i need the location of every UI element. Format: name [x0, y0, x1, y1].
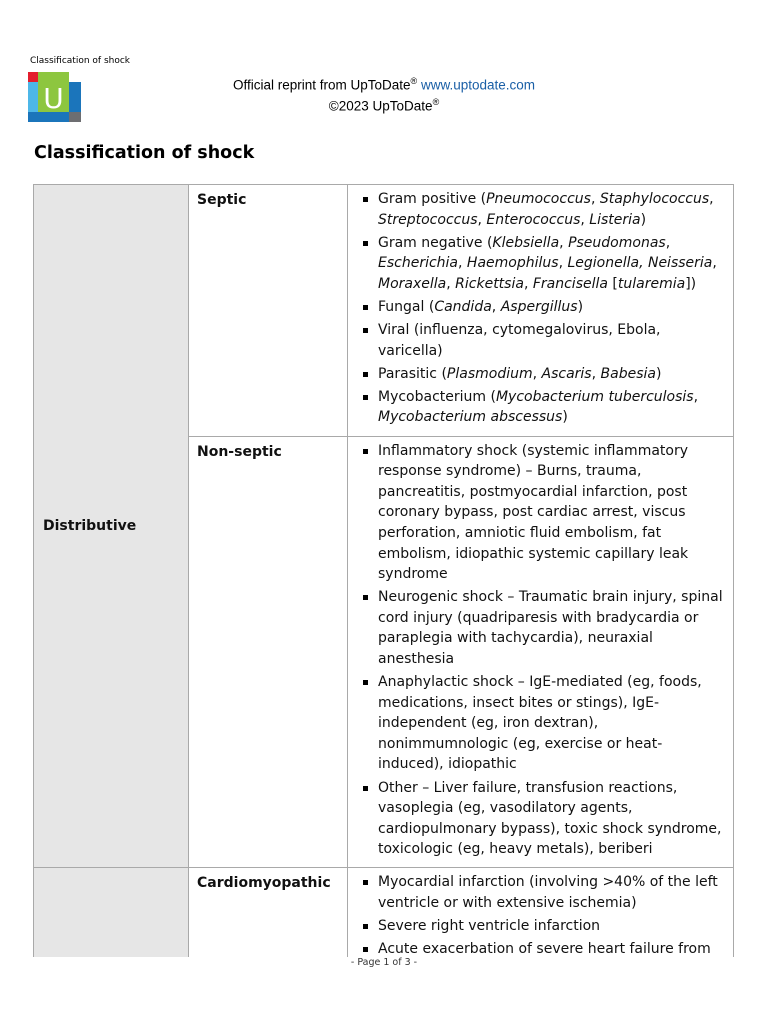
- shock-classification-table: [33, 184, 734, 957]
- text-segment: ,: [523, 275, 533, 292]
- text-segment: Severe right ventricle infarction: [378, 918, 601, 935]
- italic-term: Klebsiella: [492, 234, 560, 251]
- category-cell-cardiogenic: [34, 868, 189, 957]
- text-segment: ,: [559, 234, 569, 251]
- copyright-text: ©2023 UpToDate: [328, 98, 433, 113]
- text-segment: ,: [590, 191, 600, 207]
- page-title: Classification of shock: [34, 143, 255, 163]
- subcategory-cell-cardiomyopathic: Cardiomyopathic: [189, 868, 348, 957]
- text-segment: ): [640, 211, 647, 228]
- text-segment: ): [577, 298, 584, 315]
- list-item: [356, 387, 725, 428]
- reprint-text: Official reprint from UpToDate: [232, 77, 411, 93]
- registered-mark: ®: [410, 76, 418, 86]
- italic-term: Moraxella: [378, 275, 447, 292]
- reprint-notice: [0, 73, 768, 114]
- shock-classification-table-wrapper: [33, 184, 734, 957]
- text-segment: ,: [558, 255, 568, 272]
- category-cell-distributive: Distributive: [34, 185, 189, 868]
- list-item: [356, 320, 725, 361]
- list-item: [356, 939, 725, 957]
- text-segment: ,: [712, 255, 717, 272]
- text-segment: Fungal (: [378, 298, 435, 315]
- text-segment: Gram negative (: [378, 234, 493, 251]
- italic-term: tularemia: [617, 275, 686, 292]
- italic-term: Legionella, Neisseria: [567, 255, 713, 272]
- list-item: [356, 364, 725, 385]
- list-item: [356, 778, 725, 860]
- italic-term: Aspergillus: [500, 298, 578, 315]
- list-item: [356, 441, 725, 585]
- text-segment: Parasitic (: [378, 365, 447, 382]
- italic-term: Mycobacterium abscessus: [378, 409, 563, 426]
- italic-term: Enterococcus: [486, 211, 581, 228]
- italic-term: Mycobacterium tuberculosis: [495, 388, 694, 405]
- page-footer: - Page 1 of 3 -: [350, 957, 418, 968]
- text-segment: Myocardial infarction (involving >40% of the left ventricle or with extensive ischemia): [378, 874, 718, 911]
- italic-term: Ascaris: [541, 365, 592, 382]
- text-segment: ,: [709, 191, 714, 207]
- italic-term: Candida: [434, 298, 492, 315]
- list-item: [356, 672, 725, 775]
- cardiomyopathic-list: [356, 872, 725, 957]
- list-item: [356, 587, 725, 669]
- uptodate-link[interactable]: www.uptodate.com: [420, 77, 536, 93]
- text-segment: Viral (influenza, cytomegalovirus, Ebola, varicella): [378, 322, 661, 359]
- italic-term: Pseudomonas: [568, 234, 666, 251]
- text-segment: ,: [665, 234, 671, 251]
- list-item: [356, 189, 725, 230]
- text-segment: Anaphylactic shock – IgE-mediated (eg, foods, medications, insect bites or stings), IgE-independent (eg, iron dextran), nonimmumnologic (eg, exercise or heat-induced), idiopathic: [378, 674, 702, 773]
- text-segment: ,: [446, 275, 456, 292]
- text-segment: ,: [580, 211, 590, 228]
- italic-term: Rickettsia: [455, 275, 524, 292]
- text-segment: [: [607, 275, 618, 292]
- registered-mark-2: ®: [432, 96, 440, 107]
- text-segment: Acute exacerbation of severe heart failure from: [378, 941, 711, 957]
- italic-term: Haemophilus: [466, 255, 559, 272]
- text-segment: ,: [591, 365, 601, 382]
- subcategory-cell-septic: Septic: [189, 185, 348, 437]
- italic-term: Pneumococcus: [486, 191, 591, 207]
- text-segment: ,: [532, 365, 542, 382]
- text-segment: ,: [458, 255, 467, 272]
- text-segment: ): [562, 409, 568, 426]
- text-segment: Mycobacterium (: [378, 388, 496, 405]
- italic-term: Babesia: [600, 365, 656, 382]
- items-cell-non-septic: [348, 436, 734, 868]
- subcategory-cell-non-septic: Non-septic: [189, 436, 348, 868]
- text-segment: Inflammatory shock (systemic inflammatory response syndrome) – Burns, trauma, pancreatitis, postmyocardial infarction, post coronary bypass, post cardiac arrest, viscus perforation, amniotic fluid embolism, fat embolism, idiopathic systemic capillary leak syndrome: [378, 442, 689, 583]
- italic-term: Listeria: [589, 211, 641, 228]
- logo-letter: U: [43, 82, 64, 115]
- items-cell-septic: [348, 185, 734, 437]
- italic-term: Escherichia: [378, 255, 459, 272]
- italic-term: Streptococcus: [378, 211, 478, 228]
- text-segment: Neurogenic shock – Traumatic brain injury, spinal cord injury (quadriparesis with bradycardia or paraplegia with tachycardia), neuraxial anesthesia: [378, 589, 723, 667]
- italic-term: Staphylococcus: [599, 191, 710, 207]
- text-segment: ,: [477, 211, 487, 228]
- table-row: [34, 185, 734, 437]
- list-item: [356, 872, 725, 913]
- septic-list: [356, 189, 725, 428]
- list-item: [356, 916, 725, 937]
- text-segment: Gram positive (: [378, 191, 487, 207]
- italic-term: Francisella: [532, 275, 608, 292]
- document-label: Classification of shock: [30, 56, 131, 66]
- non-septic-list: [356, 441, 725, 860]
- table-row: [34, 868, 734, 957]
- text-segment: ,: [491, 298, 501, 315]
- list-item: [356, 233, 725, 295]
- text-segment: ]): [685, 275, 697, 292]
- italic-term: Plasmodium: [446, 365, 533, 382]
- text-segment: ,: [693, 388, 699, 405]
- text-segment: Other – Liver failure, transfusion reactions, vasoplegia (eg, vasodilatory agents, cardiopulmonary bypass), toxic shock syndrome, toxicologic (eg, heavy metals), beriberi: [378, 779, 722, 858]
- text-segment: ): [655, 365, 662, 382]
- list-item: [356, 297, 725, 318]
- items-cell-cardiomyopathic: [348, 868, 734, 957]
